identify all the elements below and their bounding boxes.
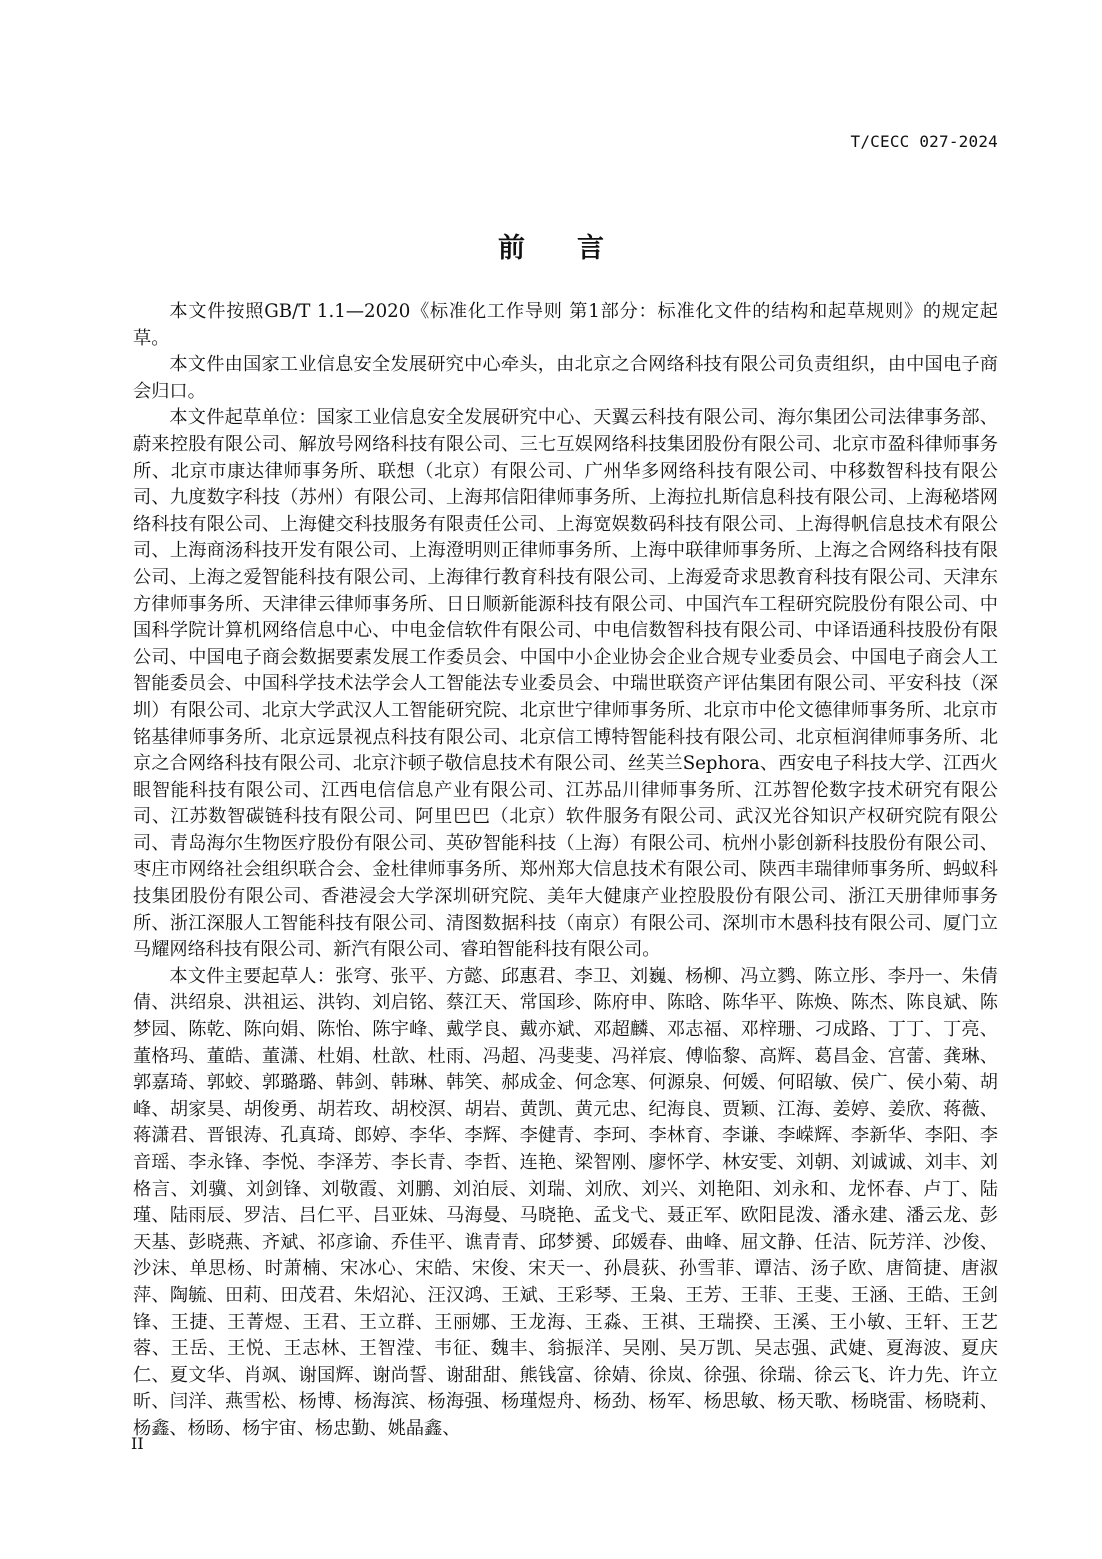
paragraph-main-drafters: 本文件主要起草人：张穹、张平、方懿、邱惠君、李卫、刘巍、杨柳、冯立鹨、陈立彤、李丹一、朱倩倩、洪绍泉、洪祖运、洪钧、刘启铭、蔡江天、常国珍、陈府申、陈晗、陈华平、陈焕、陈杰、陈良斌、陈梦园、陈乾、陈向娟、陈怡、陈宇峰、戴学良、戴亦斌、邓超麟、邓志福、邓梓珊、刁成路、丁丁、丁亮、董格玛、董皓、董潇、杜娟、杜歆、杜雨、冯超、冯斐斐、冯祥宸、傅临黎、高辉、葛昌金、宫蕾、龚琳、郭嘉琦、郭蛟、郭璐璐、韩剑、韩琳、韩笑、郝成金、何念寒、何源泉、何媛、何昭敏、侯广、侯小菊、胡峰、胡家昊、胡俊勇、胡若玫、胡校溟、胡岩、黄凯、黄元忠、纪海良、贾颖、江海、姜婷、姜欣、蒋薇、蒋潇君、晋银涛、孔真琦、郎婷、李华、李辉、李健青、李珂、李林育、李谦、李嵘辉、李新华、李阳、李音瑶、李永锋、李悦、李泽芳、李长青、李哲、连艳、梁智刚、廖怀学、林安雯、刘朝、刘诚诚、刘丰、刘格言、刘骥、刘剑锋、刘敬霞、刘鹏、刘泊辰、刘瑞、刘欣、刘兴、刘艳阳、刘永和、龙怀春、卢丁、陆瑾、陆雨辰、罗洁、吕仁平、吕亚妹、马海曼、马晓艳、孟戈弋、聂正军、欧阳昆泼、潘永建、潘云龙、彭天基、彭晓燕、齐斌、祁彦谕、乔佳平、谯青青、邱梦赟、邱媛春、曲峰、屈文静、任洁、阮芳洋、沙俊、沙沫、单思杨、时萧楠、宋冰心、宋皓、宋俊、宋天一、孙晨荻、孙雪菲、谭洁、汤子欧、唐简捷、唐淑萍、陶毓、田莉、田茂君、朱炤沁、汪汉鸿、王斌、王彩琴、王枭、王芳、王菲、王斐、王涵、王皓、王剑锋、王捷、王菁煜、王君、王立群、王丽娜、王龙海、王淼、王祺、王瑞揆、王溪、王小敏、王轩、王艺蓉、王岳、王悦、王志林、王智滢、韦征、魏丰、翁振洋、吴刚、吴万凯、吴志强、武婕、夏海波、夏庆仁、夏文华、肖飒、谢国辉、谢尚誓、谢甜甜、熊钱富、徐婧、徐岚、徐强、徐瑞、徐云飞、许力先、许立昕、闫洋、燕雪松、杨博、杨海滨、杨海强、杨瑾煜舟、杨劲、杨军、杨思敏、杨天歌、杨晓雷、杨晓莉、杨鑫、杨旸、杨宇宙、杨忠勤、姚晶鑫、 bbox=[133, 965, 998, 1439]
paragraph-drafting-units: 本文件起草单位：国家工业信息安全发展研究中心、天翼云科技有限公司、海尔集团公司法律事务部、蔚来控股有限公司、解放号网络科技有限公司、三七互娱网络科技集团股份有限公司、北京市盈科律师事务所、北京市康达律师事务所、联想（北京）有限公司、广州华多网络科技有限公司、中移数智科技有限公司、九度数字科技（苏州）有限公司、上海邦信阳律师事务所、上海拉扎斯信息科技有限公司、上海秘塔网络科技有限公司、上海健交科技服务有限责任公司、上海宽娱数码科技有限公司、上海得帆信息技术有限公司、上海商汤科技开发有限公司、上海澄明则正律师事务所、上海中联律师事务所、上海之合网络科技有限公司、上海之爱智能科技有限公司、上海律行教育科技有限公司、上海爱奇求思教育科技有限公司、天津东方律师事务所、天津律云律师事务所、日日顺新能源科技有限公司、中国汽车工程研究院股份有限公司、中国科学院计算机网络信息中心、中电金信软件有限公司、中电信数智科技有限公司、中译语通科技股份有限公司、中国电子商会数据要素发展工作委员会、中国中小企业协会企业合规专业委员会、中国电子商会人工智能委员会、中国科学技术法学会人工智能法专业委员会、中瑞世联资产评估集团有限公司、平安科技（深圳）有限公司、北京大学武汉人工智能研究院、北京世宁律师事务所、北京市中伦文德律师事务所、北京市铭基律师事务所、北京远景视点科技有限公司、北京信工博特智能科技有限公司、北京桓润律师事务所、北京之合网络科技有限公司、北京汴顿子敬信息技术有限公司、丝芙兰Sephora、西安电子科技大学、江西火眼智能科技有限公司、江西电信信息产业有限公司、江苏品川律师事务所、江苏智伦数字技术研究有限公司、江苏数智碳链科技有限公司、阿里巴巴（北京）软件服务有限公司、武汉光谷知识产权研究院有限公司、青岛海尔生物医疗股份有限公司、英矽智能科技（上海）有限公司、杭州小影创新科技股份有限公司、枣庄市网络社会组织联合会、金杜律师事务所、郑州郑大信息技术有限公司、陕西丰瑞律师事务所、蚂蚁科技集团股份有限公司、香港浸会大学深圳研究院、美年大健康产业控股股份有限公司、浙江天册律师事务所、浙江深服人工智能科技有限公司、清图数据科技（南京）有限公司、深圳市木愚科技有限公司、厦门立马耀网络科技有限公司、新汽有限公司、睿珀智能科技有限公司。 bbox=[133, 407, 998, 961]
paragraph-drafting-rules: 本文件按照GB/T 1.1—2020《标准化工作导则 第1部分：标准化文件的结构和起草规则》的规定起草。 bbox=[133, 301, 998, 349]
page-number: II bbox=[131, 1434, 144, 1453]
document-body bbox=[133, 299, 998, 1443]
standard-code: T/CECC 027-2024 bbox=[850, 132, 998, 151]
paragraph-organizer: 本文件由国家工业信息安全发展研究中心牵头，由北京之合网络科技有限公司负责组织，由中国电子商会归口。 bbox=[133, 354, 998, 402]
page-title: 前言 bbox=[498, 233, 656, 264]
